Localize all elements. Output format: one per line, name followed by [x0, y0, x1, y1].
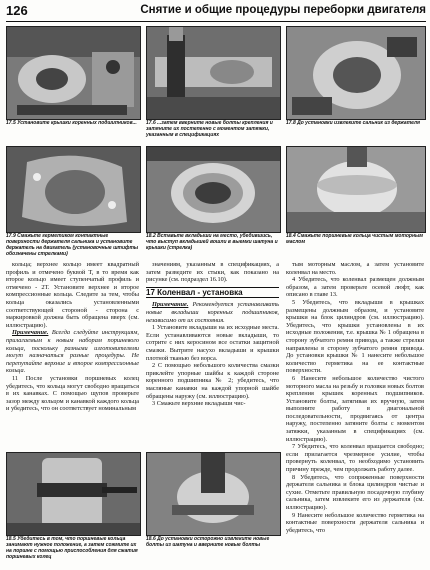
paragraph: 3 Смажьте верхние вкладыши чис-	[152, 400, 246, 408]
text-column-3	[286, 261, 424, 534]
photo-18-6-image	[147, 453, 280, 535]
photo-18-5-image	[7, 453, 140, 535]
note-text: Всегда следуйте инструкциям, прилагаемым к новым наборам поршневого кольца, поскольку разными изготовителями могут назначаться разные процедуры. Не перепутайте верхние и второе компрессионные кольца.	[6, 329, 139, 375]
caption-18-4: 18.4 Смажьте поршневые кольца чистым моторным маслом	[286, 233, 423, 245]
photo-18-2	[146, 146, 281, 233]
photo-18-5	[6, 452, 141, 536]
photo-17-6-image	[147, 27, 280, 119]
note-label: Примечание.	[12, 329, 49, 337]
paragraph: значениям, указанным в спецификациях, а затем разведите их стыки, как показано на рисунке (см. подраздел 16.10).	[146, 261, 279, 284]
photo-17-5-image	[7, 27, 140, 119]
paragraph: 4 Убедитесь, что коленвал размещен должным образом, а затем проверьте осевой люфт, как описано в главе 13.	[286, 276, 424, 299]
caption-17-9: 17.9 Смажьте герметиком контактные поверхности держателя сальника и установите держатель на двигатель (установочные штифты обозначены стрелками)	[6, 233, 139, 257]
paragraph: 8 Убедитесь, что сопряженные поверхности держателя сальника и блока цилиндров чистые и сухие. Отметьте правильную посадочную глубину сальника, затем извлеките его из держателя (см. иллюстрацию).	[286, 473, 424, 511]
photo-18-6	[146, 452, 281, 536]
paragraph: 11 После установки поршневых колец убедитесь, что кольца могут свободно вращаться в их канавках. С помощью щупов проверьте зазор между кольцом и канавкой каждого кольца и убедитесь, что он соответствует номинальным	[6, 374, 139, 413]
paragraph: кольца; верхнее кольцо имеет квадратный профиль и отмечено буквой T, в то время как второе кольцо имеет ступенчатый профиль и отмечено - 2T. Установите верхнее и второе компрессионные кольца. Следите за тем, чтобы кольца оказались установленными соответствующей стороной - сторона с маркировкой должна быть обращена вверх (см. иллюстрацию).	[6, 261, 139, 329]
paragraph: 1 Установите вкладыши на их исходные места. Если устанавливаются новые вкладыши, то сотрите с них керосином все остатки защитной смазки. Вытрите насухо вкладыши и крышки плотной тканью без ворса.	[146, 324, 279, 362]
caption-18-5: 18.5 Убедитесь в том, что поршневые кольца занимают нужное положение, а затем сожмите их на поршне с помощью приспособления для сжатия поршневых колец	[6, 536, 138, 560]
paragraph: 7 Убедитесь, что коленвал вращается свободно; если прилагается чрезмерное усилие, чтобы провернуть коленвал, то необходимо установить причину прежде, чем продолжать работу далее.	[286, 443, 424, 474]
photo-18-4	[286, 146, 426, 233]
paragraph: тым моторным маслом, а затем установите коленвал на место.	[286, 261, 424, 276]
photo-18-4-image	[287, 147, 425, 232]
chapter-title: Снятие и общие процедуры переборки двигателя	[140, 4, 426, 16]
photo-17-8-image	[287, 27, 425, 119]
photo-18-2-image	[147, 147, 280, 232]
paragraph: 2 С помощью небольшого количества смазки приклейте упорные шайбы к каждой стороне коренного подшипника № 2; убедитесь, что масляные канавки на каждой упорной шайбе обращены наружу (см. иллюстрацию).	[146, 362, 279, 400]
text-column-2	[146, 261, 279, 408]
caption-17-5: 17.5 Установите крышки коренных подшипников...	[6, 120, 137, 126]
caption-18-6: 18.6 До установки осторожно извлеките новые болты из шатуна и вверните новые болты	[146, 536, 270, 548]
page-header	[6, 3, 426, 22]
note-text: Рекомендуется устанавливать новые вкладыши коренных подшипников, независимо от их состояния.	[146, 301, 279, 324]
paragraph: 5 Убедитесь, что вкладыши в крышках размещены должным образом, и установите крышки на блок цилиндров (см. иллюстрацию). Убедитесь, что крышки установлены в их исходные положения, т.е. крышка № 1 обращена в сторону зубчатого ремня привода, а также стрелки направлены в сторону зубчатого ремня привода. До установки крышки № 1 нанесите небольшое количество герметика на ее контактные поверхности.	[286, 298, 424, 375]
page-number: 126	[6, 3, 28, 18]
photo-17-9	[6, 146, 141, 233]
paragraph: 9 Нанесите небольшое количество герметика на контактные поверхности держателя сальника и убедитесь, что	[286, 511, 424, 534]
photo-17-8	[286, 26, 426, 120]
note	[146, 301, 279, 324]
text-column-1	[6, 261, 139, 413]
caption-17-8: 17.8 До установки извлеките сальник из держателя	[286, 120, 420, 126]
caption-17-6: 17.6 ...затем вверните новые болты крепления и затяните их постепенно с моментом затяжки, указанным в спецификациях	[146, 120, 273, 138]
section-heading: 17 Коленвал - установка	[146, 287, 279, 299]
photo-17-6	[146, 26, 281, 120]
photo-17-5	[6, 26, 141, 120]
photo-17-9-image	[7, 147, 140, 232]
caption-18-2: 18.2 Вставьте вкладыши на место, убедившись, что выступ вкладышей вошли в выемки шатуна и крышки (стрелка)	[146, 233, 278, 251]
note	[6, 329, 139, 375]
paragraph: 6 Нанесите небольшое количество чистого моторного масла на резьбу и головки новых болтов крепления крышек коренных подшипников. Установите болты, затягивая их вручную, затем выполните работу в диагональной последовательности, продвигаясь от центра наружу, постепенно затяните болты с моментом затяжки, указанным в спецификациях (см. иллюстрацию).	[286, 374, 424, 443]
note-label: Примечание.	[152, 301, 189, 309]
